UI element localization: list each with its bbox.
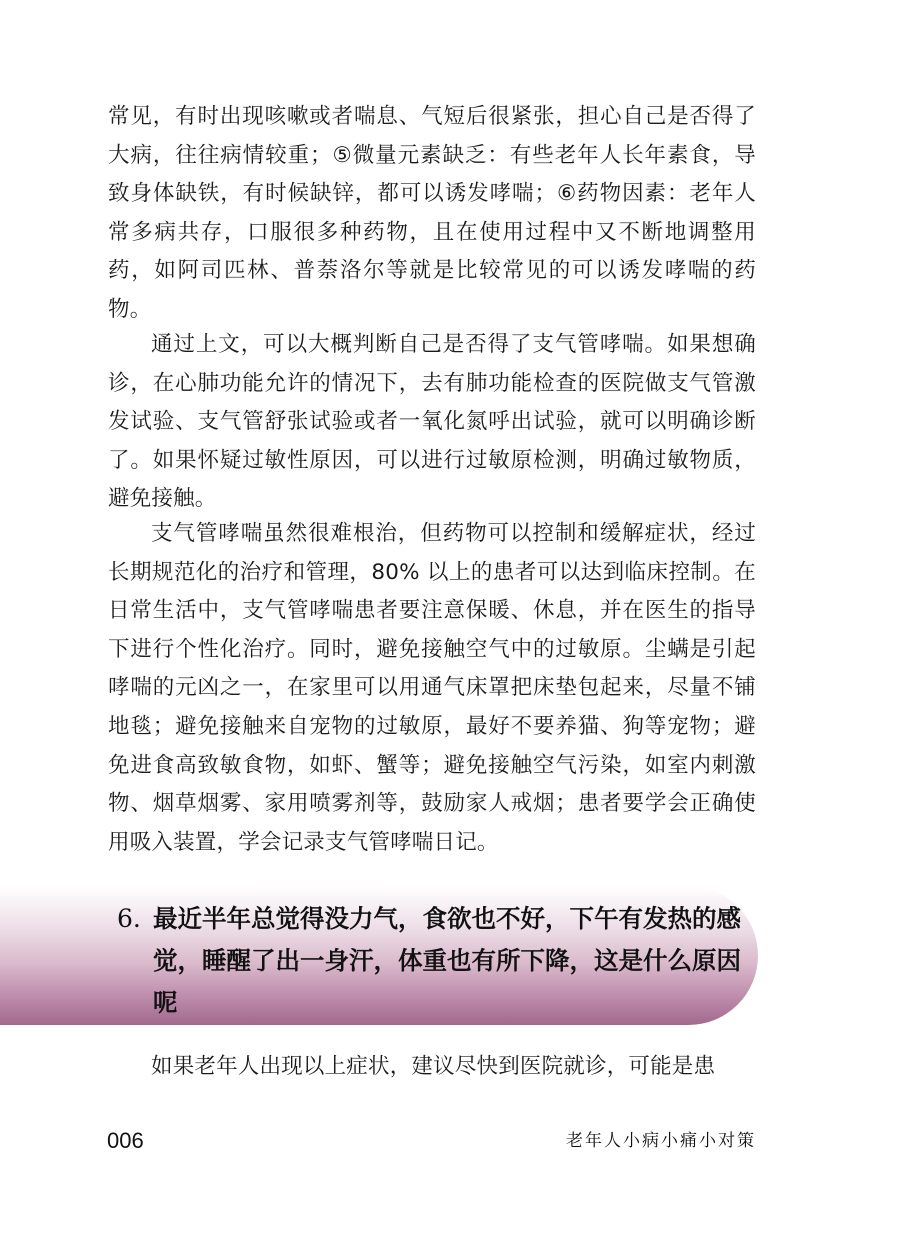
body-paragraph: 常见，有时出现咳嗽或者喘息、气短后很紧张，担心自己是否得了大病，往往病情较重；⑤微量元素缺乏：有些老年人长年素食，导致身体缺铁，有时候缺锌，都可以诱发哮喘；⑥药物因素：老年人常多病共存，口服很多种药物，且在使用过程中又不断地调整用药，如阿司匹林、普萘洛尔等就是比较常见的可以诱发哮喘的药物。 <box>108 104 756 322</box>
body-paragraph: 通过上文，可以大概判断自己是否得了支气管哮喘。如果想确诊，在心肺功能允许的情况下，去有肺功能检查的医院做支气管激发试验、支气管舒张试验或者一氧化氮呼出试验，就可以明确诊断了。如果怀疑过敏性原因，可以进行过敏原检测，明确过敏物质，避免接触。 <box>108 332 756 512</box>
section-number: 6. <box>117 904 141 933</box>
page-number: 006 <box>107 1128 144 1153</box>
running-title: 老年人小病小痛小对策 <box>566 1131 756 1151</box>
section-heading: 最近半年总觉得没力气，食欲也不好，下午有发热的感觉，睡醒了出一身汗，体重也有所下降，这是什么原因呢 <box>153 904 741 1017</box>
body-paragraph: 如果老年人出现以上症状，建议尽快到医院就诊，可能是患 <box>151 1054 716 1079</box>
body-paragraph: 支气管哮喘虽然很难根治，但药物可以控制和缓解症状，经过长期规范化的治疗和管理，80% 以上的患者可以达到临床控制。在日常生活中，支气管哮喘患者要注意保暖、休息，并在医生的指导下进行个性化治疗。同时，避免接触空气中的过敏原。尘螨是引起哮喘的元凶之一，在家里可以用通气床罩把床垫包起来，尽量不铺地毯；避免接触来自宠物的过敏原，最好不要养猫、狗等宠物；避免进食高致敏食物，如虾、蟹等；避免接触空气污染，如室内刺激物、烟草烟雾、家用喷雾剂等，鼓励家人戒烟；患者要学会正确使用吸入装置，学会记录支气管哮喘日记。 <box>108 521 756 855</box>
